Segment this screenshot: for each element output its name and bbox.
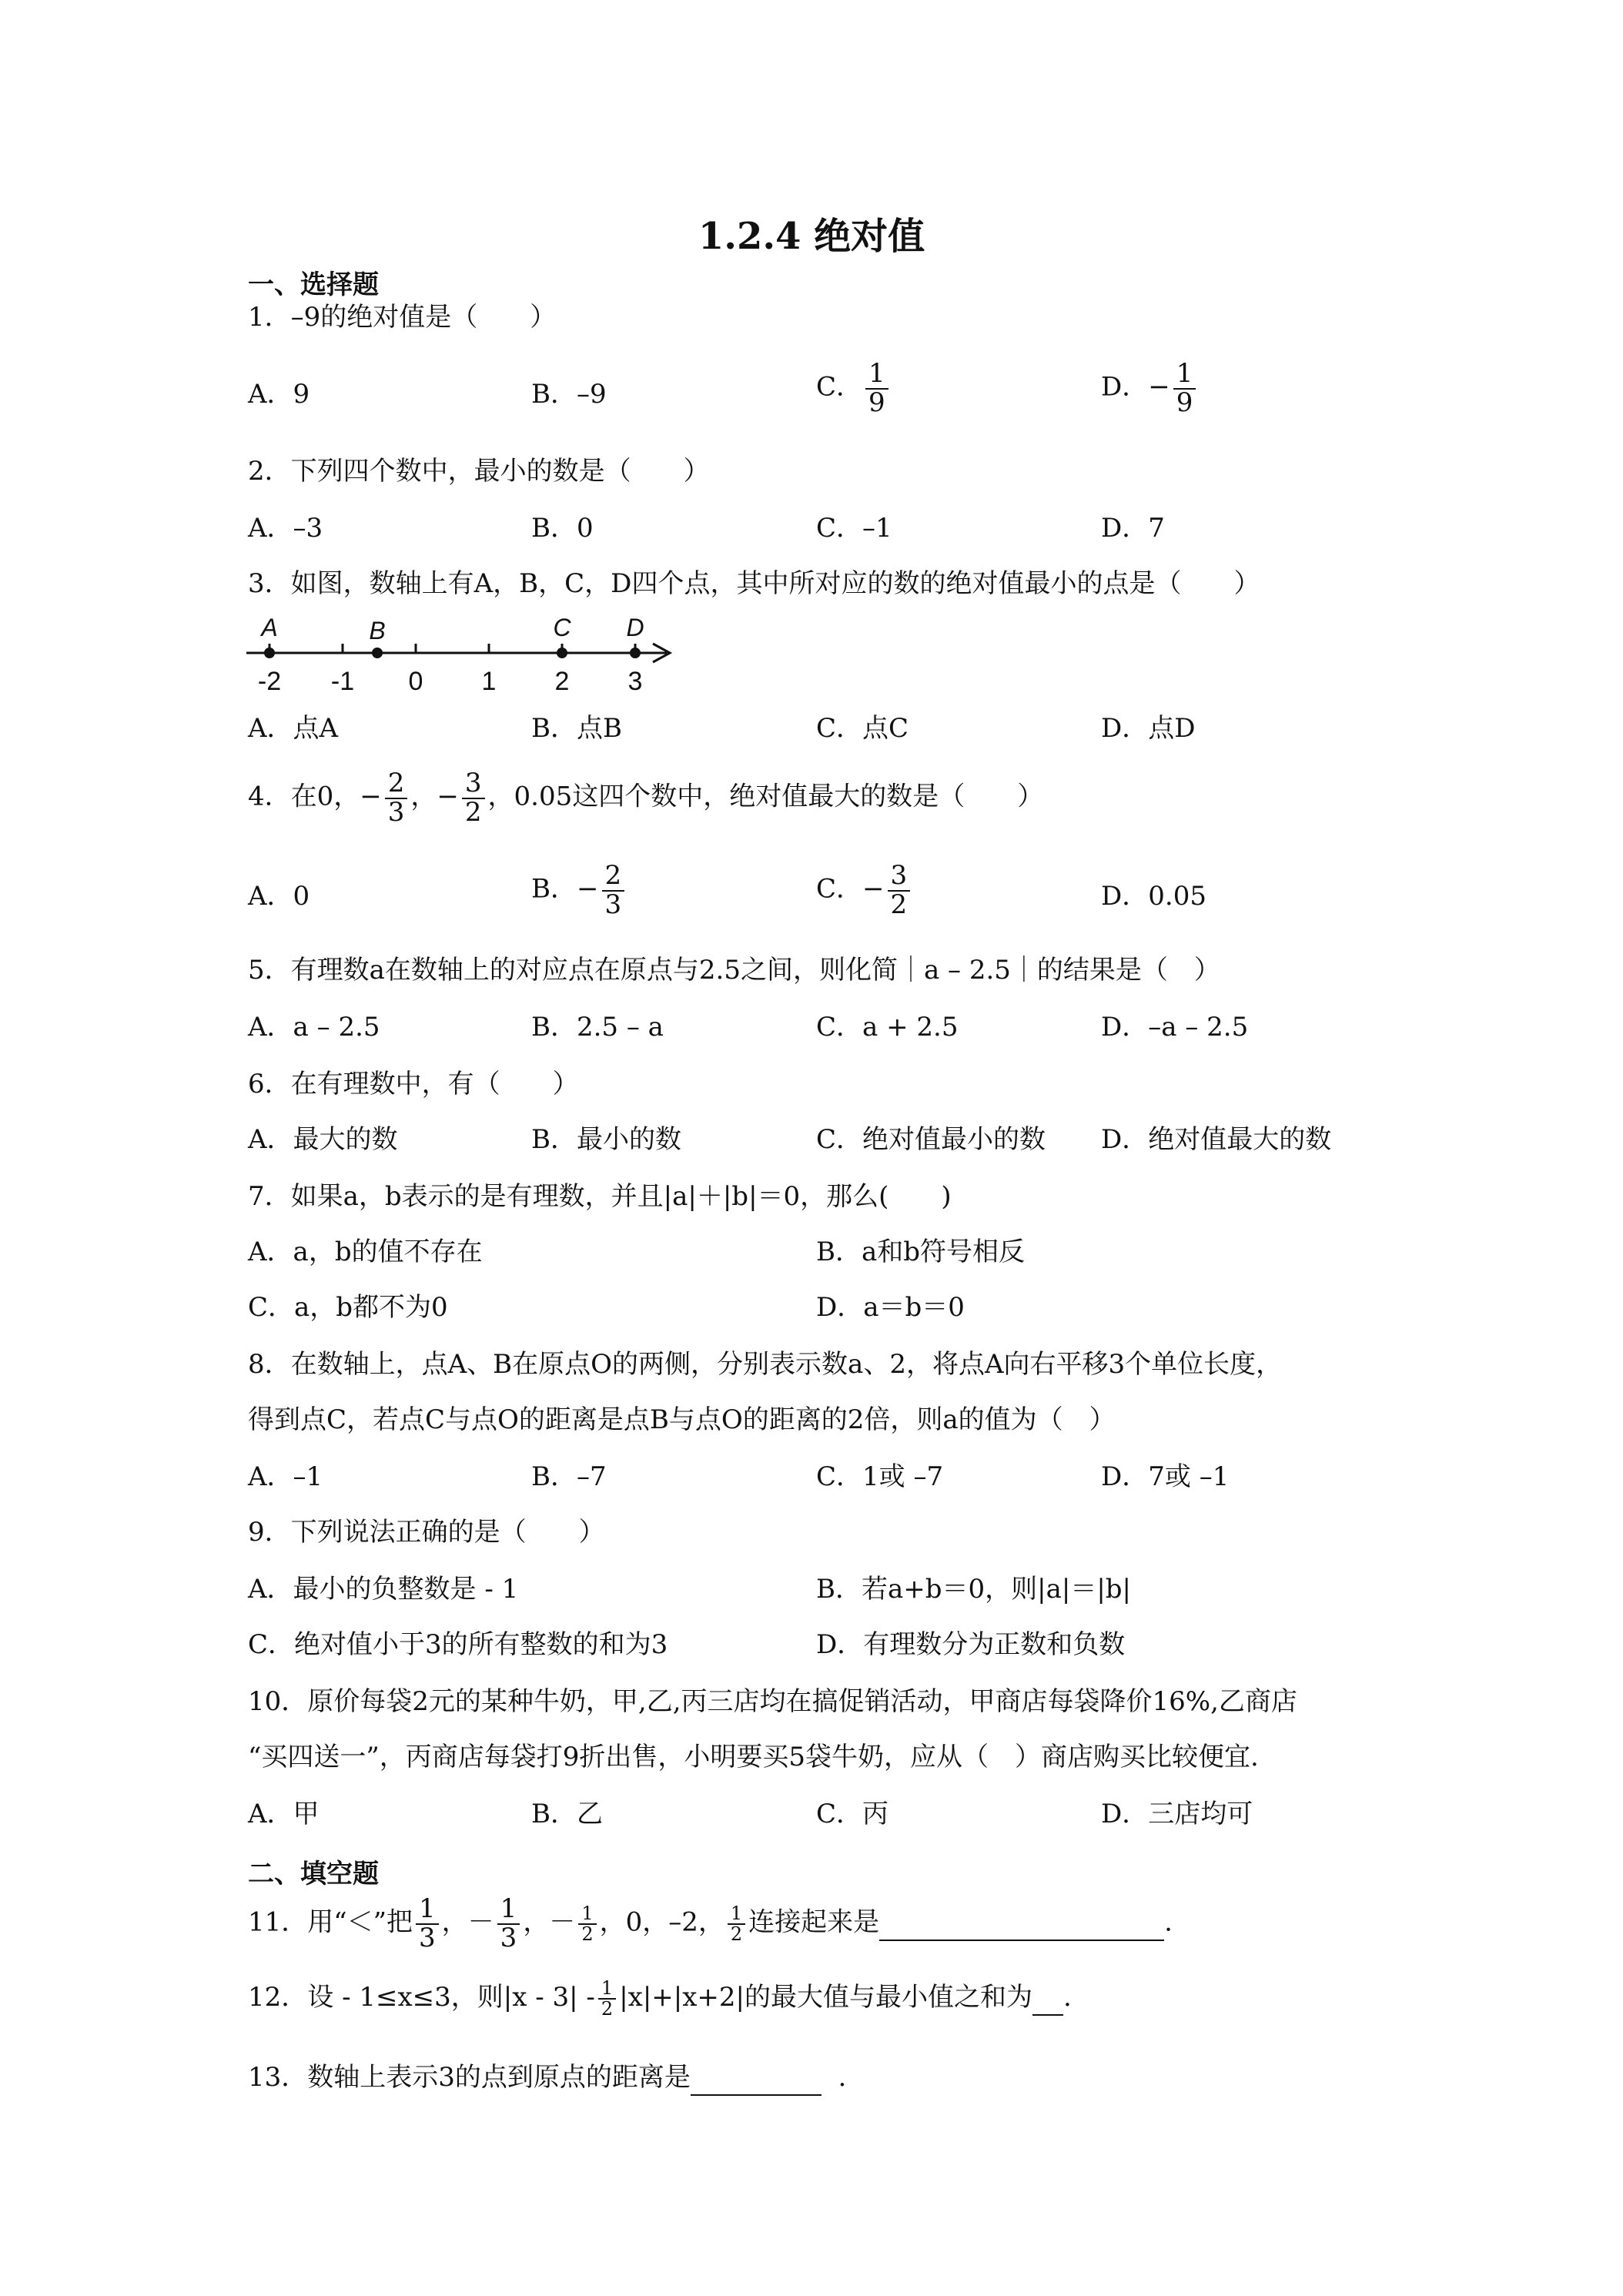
fraction: $\frac{2}{3}$ [385,770,408,826]
question-6-stem: 6．在有理数中，有（ ） [248,1069,579,1099]
question-8-stem-line1: 8．在数轴上，点A、B在原点O的两侧，分别表示数a、2，将点A向右平移3个单位长度， [248,1349,1283,1380]
fraction: $\frac{1}{3}$ [497,1896,520,1952]
number-line-figure [245,608,676,701]
question-1-stem: 1．–9的绝对值是（ ） [248,302,557,333]
fraction: $\frac{3}{2}$ [462,770,485,826]
q7-option-b: B．a和b符号相反 [816,1237,1026,1267]
q1-option-a: A．9 [248,379,310,410]
point-a-dot [264,648,275,658]
q6-option-c: C．绝对值最小的数 [816,1124,1046,1155]
q7-option-c: C．a，b都不为0 [248,1292,448,1323]
point-label: B [369,617,386,644]
question-7-stem: 7．如果a，b表示的是有理数，并且|a|＋|b|＝0，那么( ) [248,1181,952,1212]
q5-option-d: D．–a – 2.5 [1101,1012,1249,1043]
q6-option-b: B．最小的数 [531,1124,681,1155]
q5-option-c: C．a + 2.5 [816,1012,959,1043]
answer-blank[interactable] [691,2060,822,2096]
q6-option-a: A．最大的数 [248,1124,398,1155]
point-d-dot [630,648,641,658]
question-2-stem: 2．下列四个数中，最小的数是（ ） [248,456,710,487]
tick-label: 1 [481,667,497,696]
q1-option-b: B．–9 [531,379,607,410]
q4-option-a: A．0 [248,881,310,912]
question-10-stem-line2: “买四送一”，丙商店每袋打9折出售，小明要买5袋牛奶，应从（ ）商店购买比较便宜. [248,1742,1259,1772]
answer-blank[interactable] [1032,1980,1063,2016]
q2-option-b: B．0 [531,513,594,544]
fraction: $\frac{1}{3}$ [416,1896,439,1952]
q10-option-c: C．丙 [816,1799,889,1829]
q7-option-d: D．a＝b＝0 [816,1292,965,1323]
tick-label: -1 [330,667,355,696]
q4-option-d: D．0.05 [1101,881,1206,912]
fraction: $\frac{1}{2}$ [598,1979,616,2019]
point-label: D [626,614,644,641]
point-label: A [261,614,278,641]
q5-option-b: B．2.5 – a [531,1012,664,1043]
q3-option-c: C．点C [816,713,909,744]
question-13-stem: 13．数轴上表示3的点到原点的距离是 . [248,2060,846,2096]
tick-label: -2 [257,667,282,696]
q9-option-c: C．绝对值小于3的所有整数的和为3 [248,1629,668,1660]
tick-label: 0 [408,667,423,696]
q9-option-d: D．有理数分为正数和负数 [816,1629,1126,1660]
question-3-stem: 3．如图，数轴上有A，B，C，D四个点，其中所对应的数的绝对值最小的点是（ ） [248,568,1260,599]
q1-option-d: D．− $\frac{1}{9}$ [1101,360,1199,417]
question-4-stem: 4．在0，− $\frac{2}{3}$ ，− $\frac{3}{2}$ ，0.05这四个数中，绝对值最大的数是（ ） [248,768,1044,828]
fraction: $\frac{1}{9}$ [1173,360,1196,417]
q9-option-a: A．最小的负整数是 - 1 [248,1574,519,1605]
point-label: C [553,614,571,641]
q7-option-a: A．a，b的值不存在 [248,1237,483,1267]
fraction: $\frac{2}{3}$ [602,862,625,919]
page-title: 1.2.4 绝对值 [698,215,925,258]
point-c-dot [557,648,567,658]
fraction: $\frac{1}{9}$ [865,360,888,417]
tick-label: 2 [554,667,570,696]
q10-option-d: D．三店均可 [1101,1799,1253,1829]
point-b-dot [372,648,383,658]
q4-option-c: C．− $\frac{3}{2}$ [816,862,913,919]
section-heading-choice: 一、选择题 [248,269,379,300]
q8-option-d: D．7或 –1 [1101,1461,1230,1492]
q8-option-a: A．–1 [248,1461,323,1492]
fraction: $\frac{3}{2}$ [888,862,911,919]
fraction: $\frac{1}{2}$ [578,1904,596,1944]
q6-option-d: D．绝对值最大的数 [1101,1124,1332,1155]
q5-option-a: A．a – 2.5 [248,1012,380,1043]
tick-marks [269,644,635,653]
tick-label: 3 [627,667,643,696]
q10-option-a: A．甲 [248,1799,320,1829]
q3-option-b: B．点B [531,713,622,744]
question-8-stem-line2: 得到点C，若点C与点O的距离是点B与点O的距离的2倍，则a的值为（ ） [248,1404,1116,1435]
q4-option-b: B．− $\frac{2}{3}$ [531,862,627,919]
q9-option-b: B．若a+b＝0，则|a|＝|b| [816,1574,1131,1605]
question-10-stem-line1: 10．原价每袋2元的某种牛奶，甲,乙,丙三店均在搞促销活动，甲商店每袋降价16%,乙商店 [248,1686,1297,1717]
q2-option-a: A．–3 [248,513,323,544]
q2-option-c: C．–1 [816,513,892,544]
q10-option-b: B．乙 [531,1799,603,1829]
section-heading-fill: 二、填空题 [248,1859,379,1889]
question-9-stem: 9．下列说法正确的是（ ） [248,1517,605,1548]
q1-option-c: C． $\frac{1}{9}$ [816,360,892,417]
answer-blank[interactable] [879,1906,1164,1941]
question-12-stem: 12．设 - 1≤x≤3，则|x - 3| - $\frac{1}{2}$ |x|+|x+2|的最大值与最小值之和为 . [248,1977,1072,2020]
q2-option-d: D．7 [1101,513,1165,544]
q3-option-d: D．点D [1101,713,1196,744]
question-11-stem: 11．用“＜”把 $\frac{1}{3}$ ，－ $\frac{1}{3}$ ，－ $\frac{1}{2}$ ，0，–2， $\frac{1}{2}$ 连接起来是 . [248,1893,1173,1953]
q8-option-b: B．–7 [531,1461,607,1492]
q3-option-a: A．点A [248,713,339,744]
fraction: $\frac{1}{2}$ [728,1904,745,1944]
question-5-stem: 5．有理数a在数轴上的对应点在原点与2.5之间，则化简｜a – 2.5｜的结果是（ ） [248,955,1220,986]
q8-option-c: C．1或 –7 [816,1461,944,1492]
